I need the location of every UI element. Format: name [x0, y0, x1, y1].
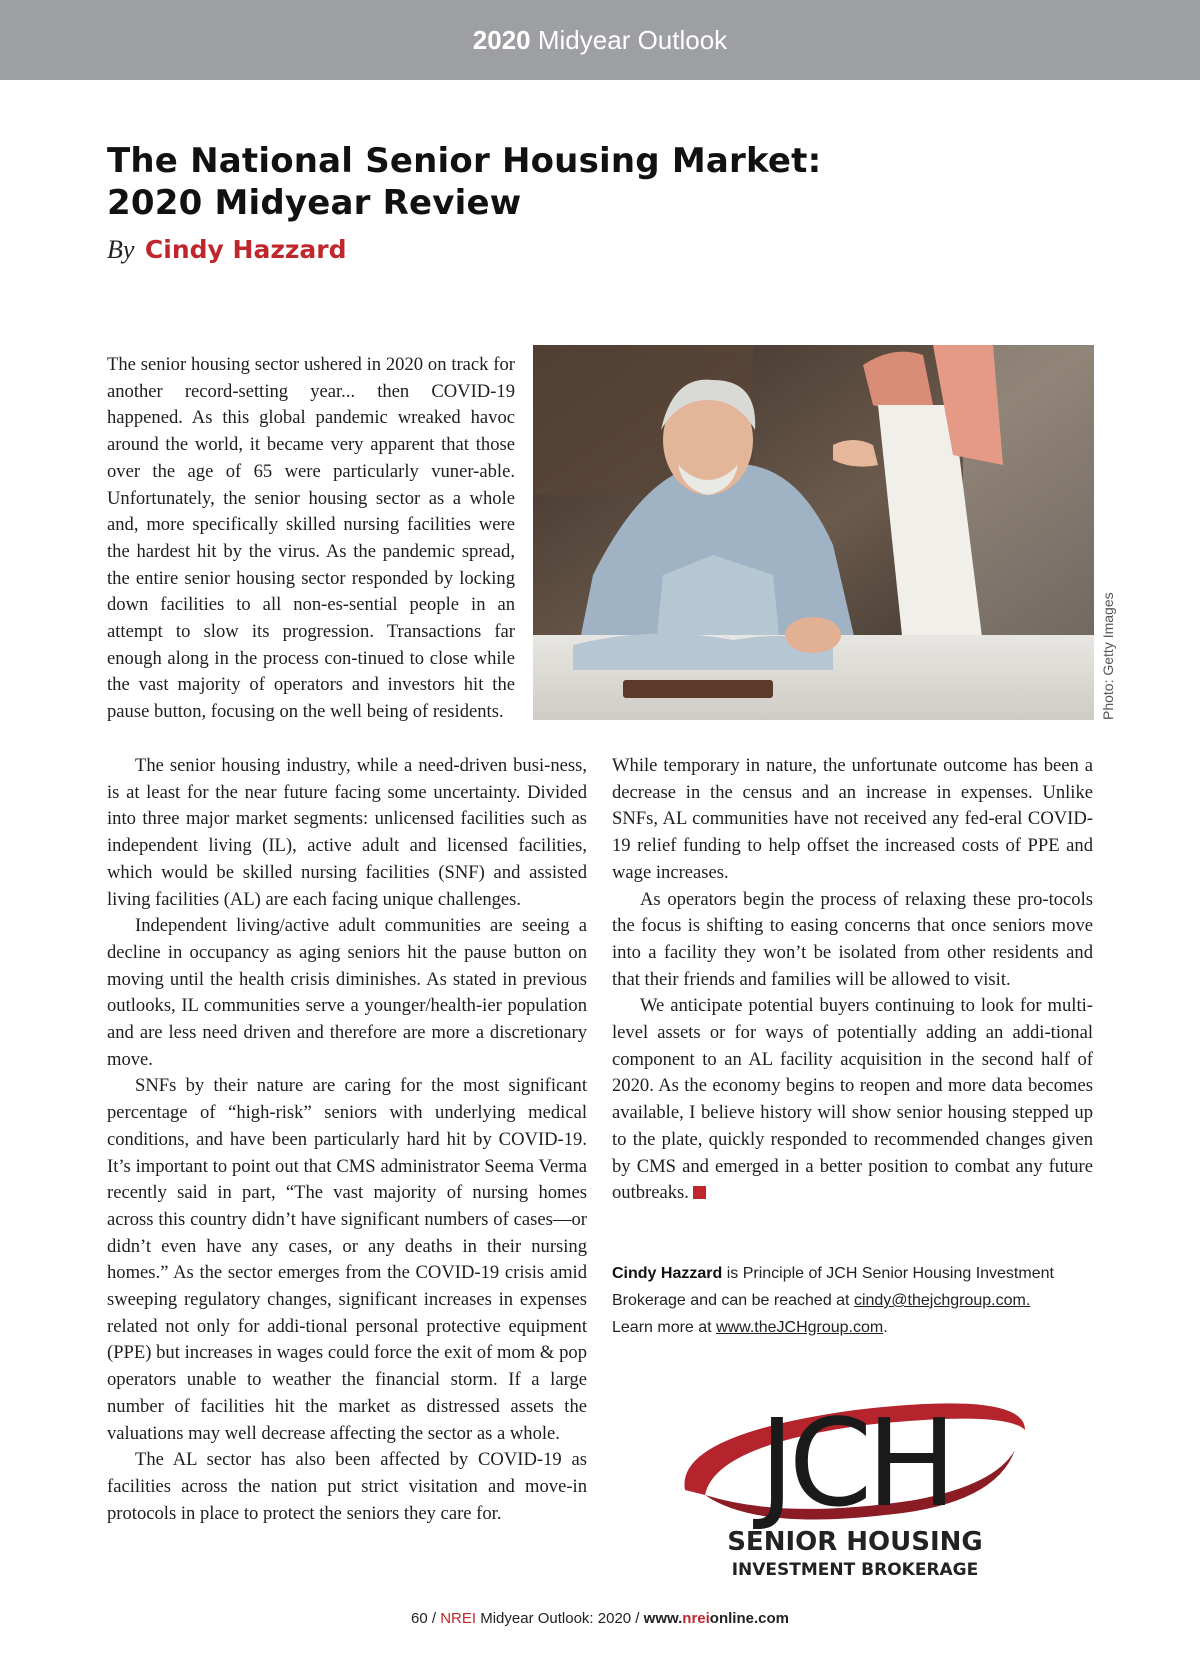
publication-name: Midyear Outlook: 2020: [476, 1610, 632, 1627]
author-bio: [612, 1260, 1102, 1341]
logo-letters: JCH: [759, 1395, 951, 1534]
logo-line-1: SENIOR HOUSING: [727, 1527, 983, 1557]
paragraph: While temporary in nature, the unfortunate outcome has been a decrease in the census and an increase in expenses. Unlike SNFs, AL communities have not received any fed-eral COVID-19 relief funding to help offset the increased costs of PPE and wage increases.: [612, 755, 1093, 883]
bio-website-link[interactable]: www.theJCHgroup.com: [716, 1319, 884, 1336]
paragraph: The senior housing sector ushered in 2020 on track for another record-setting year... then COVID-19 happened. As this global pandemic wreaked havoc around the world, it became very apparent that those over the age of 65 were particularly vuner-able. Unfortunately, the senior housing sector as a whole and, more specifically skilled nursing facilities were the hardest hit by the virus. As the pandemic spread, the entire senior housing sector responded by locking down facilities to all non-es-sential people in an attempt to slow its progression. Transactions far enough along in the process con-tinued to close while the vast majority of operators and investors hit the pause button, focusing on the well being of residents.: [107, 354, 515, 723]
footer-url-post: online.com: [709, 1610, 789, 1627]
footer-url-brand: nrei: [682, 1610, 710, 1627]
byline-prefix: By: [107, 235, 135, 264]
page-number: 60: [411, 1610, 428, 1627]
article-photo: [533, 345, 1094, 720]
paragraph: As operators begin the process of relaxing these pro-tocols the focus is shifting to easing concerns that once seniors move into a facility they won’t be isolated from other residents and that their friends and families will be allowed to visit.: [612, 888, 1093, 990]
bio-learn-more: Learn more at: [612, 1319, 717, 1336]
photo-illustration: [533, 345, 1094, 720]
jch-logo: [665, 1395, 1035, 1585]
paragraph: The AL sector has also been affected by COVID-19 as facilities across the nation put strict visitation and move-in protocols in place to protect the seniors they care for.: [107, 1449, 587, 1524]
section-banner: [0, 0, 1200, 80]
byline: [107, 235, 347, 265]
end-mark-icon: [693, 1186, 706, 1199]
paragraph: SNFs by their nature are caring for the most significant percentage of “high-risk” seniors with underlying medical conditions, and have been particularly hard hit by COVID-19. It’s important to point out that CMS administrator Seema Verma recently said in part, “The vast majority of nursing homes across this country didn’t have significant numbers of cases—or didn’t even have any cases, or any deaths in their nursing homes.” As the sector emerges from the COVID-19 crisis amid sweeping regulatory changes, significant increases in expenses related not only for addi-tional personal protective equipment (PPE) but increases in wages could force the exit of mom & pop operators unable to weather the financial storm. If a large number of facilities hit the market as distressed assets the valuations may well decrease affecting the sector as a whole.: [107, 1075, 587, 1444]
paragraph: The senior housing industry, while a need-driven busi-ness, is at least for the near future facing some uncertainty. Divided into three major market segments: unlicensed facilities such as independent living (IL), active adult and licensed facilities, which would be skilled nursing facilities (SNF) and assisted living facilities (AL) are each facing unique challenges.: [107, 755, 587, 910]
banner-year: 2020: [472, 25, 531, 55]
bio-email-link[interactable]: cindy@thejchgroup.com.: [853, 1292, 1031, 1309]
bio-period: .: [883, 1319, 888, 1336]
footer-url-pre: www.: [643, 1610, 683, 1627]
paragraph: Independent living/active adult communities are seeing a decline in occupancy as aging seniors hit the pause button on moving until the health crisis diminishes. As stated in previous outlooks, IL communities serve a younger/health-ier population and are less need driven and therefore are more a discretionary move.: [107, 915, 587, 1070]
bio-name: Cindy Hazzard: [612, 1265, 723, 1282]
bio-text: is Principle of JCH Senior Housing Investment Brokerage and can be reached at: [612, 1265, 1054, 1309]
paragraph-final-text: We anticipate potential buyers continuing to look for multi-level assets or for ways of potentially adding an addi-tional component to an AL facility acquisition in the second half of 2020. As the economy begins to reopen and more data becomes available, I believe history will show senior housing stepped up to the plate, quickly responded to recommended changes given by CMS and emerged in a better position to combat any future outbreaks.: [612, 995, 1093, 1204]
column-left-top: [107, 352, 515, 726]
title-line-2: 2020 Midyear Review: [107, 183, 522, 223]
column-left-bottom: [107, 753, 587, 1527]
photo-credit: Photo: Getty Images: [1100, 592, 1116, 720]
page-footer: [0, 1610, 1200, 1627]
logo-line-2: INVESTMENT BROKERAGE: [731, 1560, 979, 1580]
banner-label: Midyear Outlook: [537, 25, 728, 55]
column-right: [612, 753, 1093, 1207]
publication-brand: NREI: [440, 1610, 477, 1627]
paragraph-final: [612, 993, 1093, 1207]
article-title: [107, 140, 1007, 224]
jch-logo-graphic: [665, 1395, 1035, 1585]
footer-separator: /: [427, 1610, 441, 1627]
byline-author: Cindy Hazzard: [144, 235, 347, 264]
footer-url[interactable]: [644, 1610, 789, 1627]
footer-separator: /: [631, 1610, 644, 1627]
title-line-1: The National Senior Housing Market:: [107, 141, 822, 181]
